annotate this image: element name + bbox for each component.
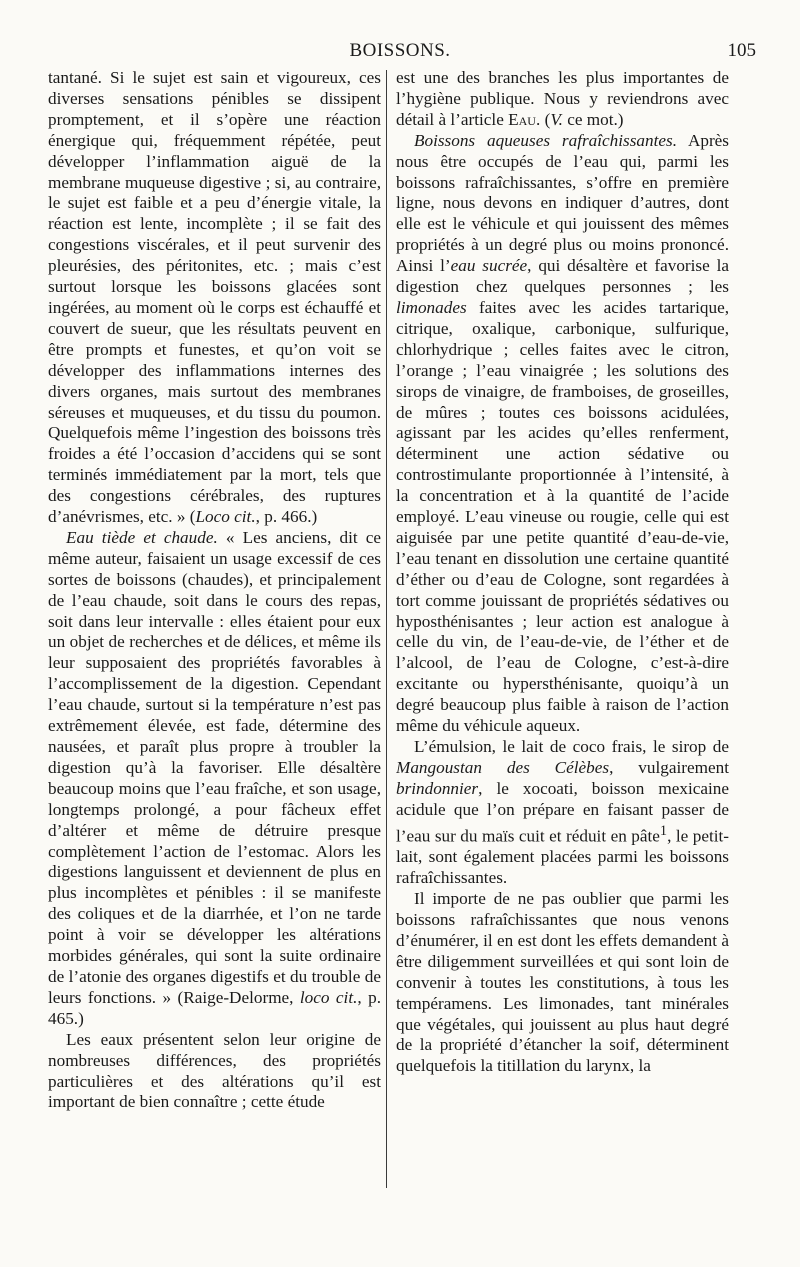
paragraph-text: . ( <box>535 109 551 129</box>
left-column <box>48 68 381 1188</box>
running-title: BOISSONS. <box>349 40 451 61</box>
italic-term: Mangoustan des Célèbes <box>396 757 610 777</box>
paragraph-text: , le xocoati, boisson mexicaine acidule que l’on prépare en faisant passer de l’eau sur du maïs cuit et réduit en pâte <box>396 778 729 846</box>
paragraph-text: Les eaux présentent selon leur origine de nombreuses différences, des propriétés particulières et des altérations qu’il est important de bien connaître ; cette étude <box>48 1029 381 1112</box>
paragraph-text: « Les anciens, dit ce même auteur, faisaient un usage excessif de ces sortes de boissons (chaudes), et principalement de l’eau chaude, soit dans le cours des repas, soit dans leur intervalle : elles étaient pour eux un objet de recherches et de délices, et même ils leur supposaient des propriétés favorables à l’accomplissement de la digestion. Cependant l’eau chaude, surtout si la température n’est pas extrêmement élevée, est fade, détermine des nausées, et paraît plus propre à troubler la digestion qu’à la favoriser. Elle désaltère beaucoup moins que l’eau fraîche, et son usage, longtemps prolongé, a pour fâcheux effet d’altérer et même de détruire presque complètement l’action de l’estomac. Alors les digestions languissent et deviennent de plus en plus incomplètes et pénibles : il se manifeste des coliques et de la diarrhée, et l’on ne tarde point à voir se développer les altérations morbides générales, qui sont la suite ordinaire de l’atonie des organes digestifs et du trouble de leurs fonctions. » (Raige-Delorme, <box>48 527 381 1007</box>
column-divider <box>386 70 387 1188</box>
footnote-marker: 1 <box>659 822 668 839</box>
paragraph <box>48 528 381 1030</box>
cross-reference: Eau <box>508 109 536 129</box>
paragraph-text: , qui désaltère et favorise la digestion chez quelques personnes ; les <box>396 256 729 297</box>
paragraph-text: Il importe de ne pas oublier que parmi les boissons rafraîchissantes que nous venons d’énumérer, il en est dont les effets demandent à être diligemment surveillées et qui sont loin de convenir à toutes les constitutions, à tous les tempéramens. Les limonades, tant minérales que végétales, qui jouissent au plus haut degré de la propriété d’étancher la soif, déterminent quelquefois la titillation du larynx, la <box>396 889 729 1076</box>
paragraph <box>48 68 381 528</box>
paragraph <box>48 1030 381 1114</box>
italic-term: brindonnier <box>396 778 479 798</box>
paragraph <box>396 889 729 1077</box>
paragraph-text: , le petit-lait, sont également placées parmi les boissons rafraîchissantes. <box>396 826 729 888</box>
paragraph-text: , vulgairement <box>609 757 729 777</box>
see-abbreviation: V. <box>550 109 563 129</box>
citation-page: , p. 466.) <box>255 507 318 527</box>
citation-italic: Loco cit. <box>195 507 256 527</box>
section-heading: Eau tiède et chaude. <box>66 527 218 547</box>
italic-term: eau sucrée <box>450 256 528 276</box>
paragraph <box>396 131 729 737</box>
paragraph-text: tantané. Si le sujet est sain et vigoureux, ces diverses sensations pénibles se dissipent promptement, et il s’opère une réaction énergique qui, fréquemment répétée, peut développer l’inflammation aiguë de la membrane muqueuse digestive ; si, au contraire, le sujet est faible et a peu d’énergie vitale, la réaction est lente, incomplète ; il se fait des congestions viscérales, et il peut survenir des pleurésies, des péritonites, etc. ; mais c’est surtout lorsque les boissons glacées sont ingérées, au moment où le corps est échauffé et couvert de sueur, que les résultats peuvent en être prompts et funestes, et qu’on voit se développer des inflammations internes des divers organes, mais surtout des membranes séreuses et muqueuses, et du tissu du poumon. Quelquefois même l’ingestion des boissons très froides a été l’occasion d’accidens qui se sont terminés immédiatement par la mort, tels que des congestions cérébrales, des ruptures d’anévrismes, etc. » ( <box>48 68 381 527</box>
citation-italic: loco cit. <box>299 987 358 1007</box>
paragraph-text: faites avec les acides tartarique, citrique, oxalique, carbonique, sulfurique, chlorhydrique ; celles faites avec le citron, l’orange ; l’eau vinaigrée ; les solutions des sirops de vinaigre, de framboises, de groseilles, de mûres ; toutes ces boissons acidulées, agissant par les acides qu’elles renferment, déterminent une action sédative ou controstimulante proportionnée à l’intensité, à la concentration et à la quantité de l’acide employé. L’eau vineuse ou rougie, celle qui est aiguisée par une petite quantité d’eau-de-vie, l’eau tenant en dissolution une certaine quantité d’éther ou d’eau de Cologne, sont regardées à tort comme jouissant de propriétés sédatives ou hyposthénisantes ; leur action est analogue à celle du vin, de l’eau-de-vie, de l’éther et de l’alcool, de l’eau de Cologne, c’est-à-dire excitante ou hypersthénisante, quoiqu’à un degré beaucoup plus faible à raison de l’action même du véhicule aqueux. <box>396 297 729 736</box>
paragraph-text: Après nous être occupés de l’eau qui, parmi les boissons rafraîchissantes, s’offre en première ligne, nous devons en indiquer d’autres, dont elle est le véhicule et qui jouissent des mêmes propriétés à un degré plus ou moins prononcé. Ainsi l’ <box>396 130 729 276</box>
citation-page: , p. 465.) <box>48 987 381 1028</box>
paragraph-text: ce mot.) <box>562 109 624 129</box>
paragraph-text: est une des branches les plus importantes de l’hygiène publique. Nous y reviendrons avec détail à l’article <box>396 68 729 129</box>
paragraph <box>396 737 729 889</box>
right-column <box>396 68 729 1188</box>
page-number: 105 <box>727 40 756 61</box>
italic-term: limonades <box>396 297 467 317</box>
section-heading: Boissons aqueuses rafraîchissantes. <box>414 130 677 150</box>
paragraph <box>396 68 729 131</box>
paragraph-text: L’émulsion, le lait de coco frais, le sirop de <box>414 737 729 756</box>
